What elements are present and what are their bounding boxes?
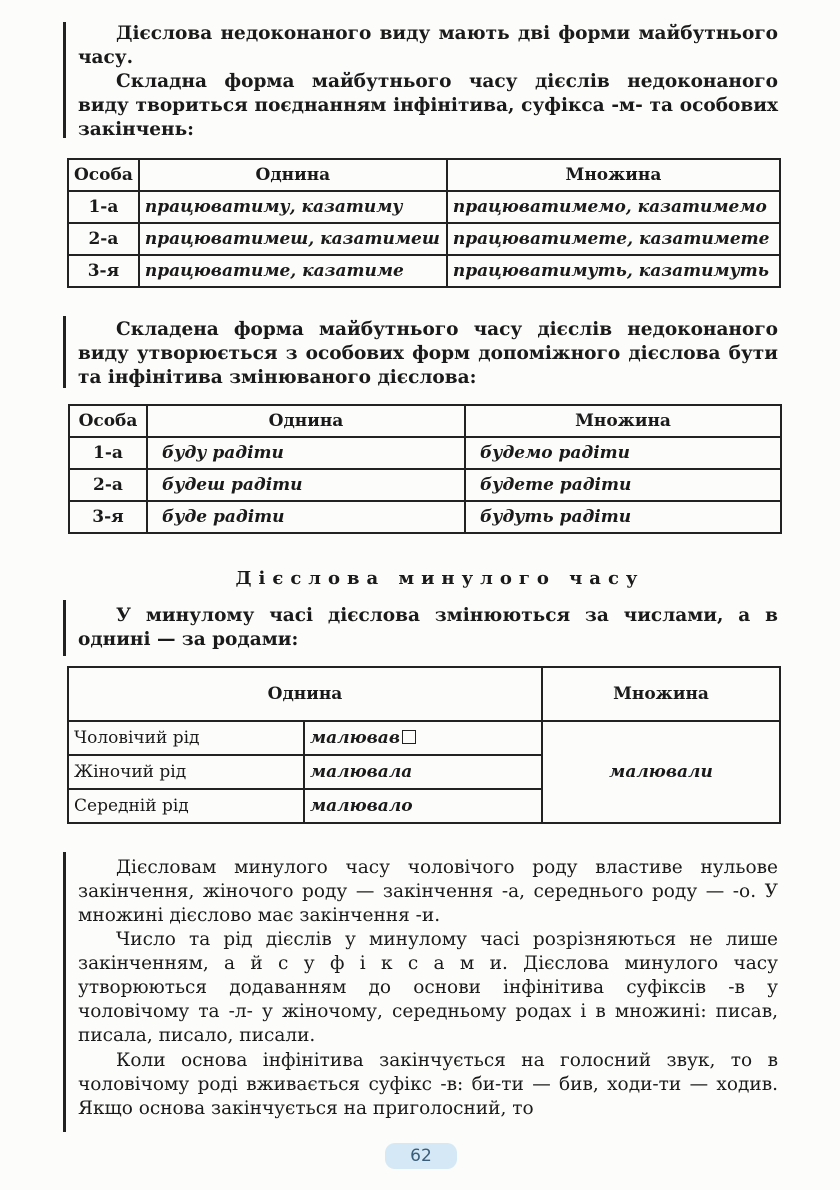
- plural-cell: будемо радіти: [465, 437, 781, 469]
- form-cell: малювало: [304, 789, 542, 823]
- table-header-row: [69, 405, 781, 437]
- header-singular: Однина: [147, 405, 465, 437]
- form-cell: малювала: [304, 755, 542, 789]
- person-cell: 2-а: [68, 223, 139, 255]
- margin-bar: [63, 600, 66, 656]
- margin-bar: [63, 22, 66, 138]
- singular-cell: буде радіти: [147, 501, 465, 533]
- header-singular: Однина: [68, 667, 542, 721]
- plural-cell: будуть радіти: [465, 501, 781, 533]
- form-cell: [304, 721, 542, 755]
- paragraph-suffixes: Число та рід дієслів у минулому часі розрізняються не лише закінченням, а й с у ф і к с а м и. Дієслова минулого часу утворюються додаванням до основи інфінітива суфіксів -в у чоловічому та -л- у жіночому, середньому родах і в множині: писав, писала, писало, писали.: [78, 929, 778, 1046]
- plural-form-cell: малювали: [542, 721, 780, 823]
- singular-cell: працюватимеш, казатимеш: [139, 223, 447, 255]
- table-row: [69, 469, 781, 501]
- table-row: [68, 223, 780, 255]
- header-person: Особа: [68, 159, 139, 191]
- form-text: малював: [310, 728, 400, 748]
- person-cell: 3-я: [68, 255, 139, 287]
- gender-cell: Жіночий рід: [68, 755, 304, 789]
- person-cell: 1-а: [69, 437, 147, 469]
- header-person: Особа: [69, 405, 147, 437]
- plural-cell: працюватимуть, казатимуть: [447, 255, 780, 287]
- plural-cell: будете радіти: [465, 469, 781, 501]
- paragraph-past-tense: У минулому часі дієслова змінюються за числами, а в однині — за родами:: [78, 605, 778, 650]
- gender-cell: Чоловічий рід: [68, 721, 304, 755]
- header-plural: Множина: [447, 159, 780, 191]
- table-header-row: [68, 667, 780, 721]
- header-plural: Множина: [465, 405, 781, 437]
- paragraph-compound-future: Складена форма майбутнього часу дієслів недоконаного виду утворюється з особових форм допоміжного дієслова бути та інфінітива змінюваного дієслова:: [78, 319, 778, 388]
- gender-cell: Середній рід: [68, 789, 304, 823]
- paragraph-simple-future: Складна форма майбутнього часу дієслів недоконаного виду твориться поєднанням інфінітива, суфікса -м- та особових закінчень:: [78, 71, 778, 140]
- table-row: [68, 255, 780, 287]
- header-plural: Множина: [542, 667, 780, 721]
- section-heading: Дієслова минулого часу: [235, 568, 645, 589]
- table-past-tense: [67, 666, 781, 824]
- table-simple-future: [67, 158, 781, 288]
- person-cell: 1-а: [68, 191, 139, 223]
- person-cell: 3-я: [69, 501, 147, 533]
- table-row: [69, 437, 781, 469]
- table-compound-future: [68, 404, 782, 534]
- table-row: [68, 191, 780, 223]
- paragraph-future-forms: Дієслова недоконаного виду мають дві форми майбутнього часу.: [78, 23, 778, 68]
- zero-ending-box-icon: [402, 730, 416, 744]
- page-number: 62: [385, 1143, 457, 1169]
- margin-bar: [63, 316, 66, 388]
- table-row: [68, 721, 780, 755]
- plural-cell: працюватимете, казатимете: [447, 223, 780, 255]
- paragraph-vowel-stem: Коли основа інфінітива закінчується на голосний звук, то в чоловічому роді вживається суфікс -в: би-ти — бив, ходи-ти — ходив. Якщо основа закінчується на приголосний, то: [78, 1050, 778, 1119]
- singular-cell: працюватиме, казатиме: [139, 255, 447, 287]
- singular-cell: буду радіти: [147, 437, 465, 469]
- singular-cell: будеш радіти: [147, 469, 465, 501]
- singular-cell: працюватиму, казатиму: [139, 191, 447, 223]
- table-header-row: [68, 159, 780, 191]
- table-row: [69, 501, 781, 533]
- paragraph-endings: Дієсловам минулого часу чоловічого роду властиве нульове закінчення, жіночого роду — закінчення -а, середнього роду — -о. У множині дієслово має закінчення -и.: [78, 857, 778, 926]
- margin-bar: [63, 852, 66, 1132]
- header-singular: Однина: [139, 159, 447, 191]
- person-cell: 2-а: [69, 469, 147, 501]
- plural-cell: працюватимемо, казатимемо: [447, 191, 780, 223]
